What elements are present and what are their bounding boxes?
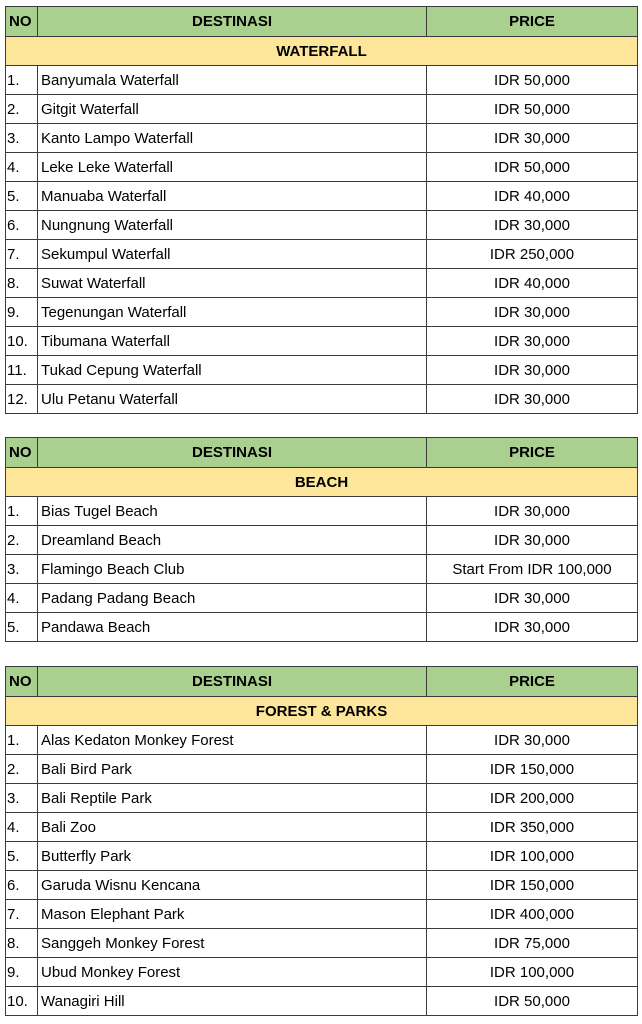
destination-price: IDR 30,000 — [427, 584, 638, 613]
table-row — [6, 66, 638, 95]
table-row — [6, 555, 638, 584]
table-row — [6, 497, 638, 526]
table-row — [6, 95, 638, 124]
header-no: NO — [6, 7, 38, 37]
destination-price: IDR 200,000 — [427, 784, 638, 813]
destination-price: IDR 75,000 — [427, 929, 638, 958]
waterfall-table-body — [6, 7, 638, 414]
destination-name: Flamingo Beach Club — [38, 555, 427, 584]
row-number: 4. — [6, 153, 38, 182]
table-row — [6, 755, 638, 784]
destination-name: Bali Reptile Park — [38, 784, 427, 813]
row-number: 1. — [6, 726, 38, 755]
destination-price: IDR 30,000 — [427, 726, 638, 755]
destination-price: IDR 50,000 — [427, 66, 638, 95]
destination-name: Wanagiri Hill — [38, 987, 427, 1016]
row-number: 2. — [6, 526, 38, 555]
destination-price: IDR 30,000 — [427, 356, 638, 385]
table-row — [6, 613, 638, 642]
destination-name: Sekumpul Waterfall — [38, 240, 427, 269]
destination-name: Sanggeh Monkey Forest — [38, 929, 427, 958]
table-row — [6, 240, 638, 269]
header-row — [6, 667, 638, 697]
table-row — [6, 813, 638, 842]
table-row — [6, 211, 638, 240]
destination-name: Tibumana Waterfall — [38, 327, 427, 356]
destination-price: IDR 150,000 — [427, 755, 638, 784]
destination-name: Alas Kedaton Monkey Forest — [38, 726, 427, 755]
destination-price: IDR 50,000 — [427, 153, 638, 182]
forest-parks-table — [5, 666, 638, 1016]
destination-price: IDR 30,000 — [427, 124, 638, 153]
row-number: 8. — [6, 929, 38, 958]
table-row — [6, 385, 638, 414]
destination-name: Mason Elephant Park — [38, 900, 427, 929]
destination-price: IDR 40,000 — [427, 269, 638, 298]
waterfall-table — [5, 6, 638, 414]
table-row — [6, 842, 638, 871]
destination-name: Ulu Petanu Waterfall — [38, 385, 427, 414]
table-row — [6, 356, 638, 385]
forest-parks-table-body — [6, 667, 638, 1016]
destination-price: IDR 250,000 — [427, 240, 638, 269]
row-number: 5. — [6, 842, 38, 871]
row-number: 2. — [6, 755, 38, 784]
destination-name: Ubud Monkey Forest — [38, 958, 427, 987]
beach-table — [5, 437, 638, 642]
destination-price: IDR 150,000 — [427, 871, 638, 900]
destination-name: Bias Tugel Beach — [38, 497, 427, 526]
row-number: 9. — [6, 298, 38, 327]
header-row — [6, 438, 638, 468]
row-number: 3. — [6, 124, 38, 153]
destination-price: IDR 100,000 — [427, 842, 638, 871]
row-number: 6. — [6, 211, 38, 240]
destination-name: Dreamland Beach — [38, 526, 427, 555]
table-row — [6, 182, 638, 211]
header-destinasi: DESTINASI — [38, 667, 427, 697]
destination-price: IDR 50,000 — [427, 987, 638, 1016]
destination-price: IDR 350,000 — [427, 813, 638, 842]
destination-price: IDR 30,000 — [427, 327, 638, 356]
row-number: 6. — [6, 871, 38, 900]
row-number: 8. — [6, 269, 38, 298]
header-price: PRICE — [427, 438, 638, 468]
destination-name: Bali Zoo — [38, 813, 427, 842]
row-number: 3. — [6, 784, 38, 813]
destination-name: Butterfly Park — [38, 842, 427, 871]
destination-price: IDR 100,000 — [427, 958, 638, 987]
destination-name: Manuaba Waterfall — [38, 182, 427, 211]
table-row — [6, 526, 638, 555]
section-row — [6, 468, 638, 497]
destination-name: Nungnung Waterfall — [38, 211, 427, 240]
table-row — [6, 871, 638, 900]
table-row — [6, 298, 638, 327]
row-number: 9. — [6, 958, 38, 987]
table-row — [6, 726, 638, 755]
destination-name: Tegenungan Waterfall — [38, 298, 427, 327]
destination-name: Leke Leke Waterfall — [38, 153, 427, 182]
table-row — [6, 929, 638, 958]
table-row — [6, 584, 638, 613]
destination-price: IDR 400,000 — [427, 900, 638, 929]
section-row — [6, 37, 638, 66]
header-destinasi: DESTINASI — [38, 438, 427, 468]
table-row — [6, 900, 638, 929]
row-number: 10. — [6, 987, 38, 1016]
destination-name: Banyumala Waterfall — [38, 66, 427, 95]
header-price: PRICE — [427, 7, 638, 37]
row-number: 4. — [6, 584, 38, 613]
section-title-forest-parks: FOREST & PARKS — [6, 697, 638, 726]
header-no: NO — [6, 667, 38, 697]
header-price: PRICE — [427, 667, 638, 697]
destination-price: IDR 30,000 — [427, 497, 638, 526]
section-row — [6, 697, 638, 726]
table-row — [6, 784, 638, 813]
destination-price: IDR 30,000 — [427, 385, 638, 414]
destination-name: Kanto Lampo Waterfall — [38, 124, 427, 153]
destination-name: Bali Bird Park — [38, 755, 427, 784]
row-number: 11. — [6, 356, 38, 385]
row-number: 3. — [6, 555, 38, 584]
destination-name: Padang Padang Beach — [38, 584, 427, 613]
table-row — [6, 327, 638, 356]
row-number: 7. — [6, 240, 38, 269]
row-number: 4. — [6, 813, 38, 842]
section-title-beach: BEACH — [6, 468, 638, 497]
destination-name: Pandawa Beach — [38, 613, 427, 642]
row-number: 5. — [6, 182, 38, 211]
row-number: 5. — [6, 613, 38, 642]
destination-name: Gitgit Waterfall — [38, 95, 427, 124]
destination-price: IDR 30,000 — [427, 211, 638, 240]
table-row — [6, 987, 638, 1016]
destination-price: IDR 30,000 — [427, 298, 638, 327]
row-number: 7. — [6, 900, 38, 929]
destination-price: IDR 50,000 — [427, 95, 638, 124]
section-title-waterfall: WATERFALL — [6, 37, 638, 66]
destination-price: Start From IDR 100,000 — [427, 555, 638, 584]
destination-price: IDR 30,000 — [427, 526, 638, 555]
header-no: NO — [6, 438, 38, 468]
destination-price: IDR 30,000 — [427, 613, 638, 642]
row-number: 12. — [6, 385, 38, 414]
destination-name: Tukad Cepung Waterfall — [38, 356, 427, 385]
header-row — [6, 7, 638, 37]
beach-table-body — [6, 438, 638, 642]
destination-price: IDR 40,000 — [427, 182, 638, 211]
row-number: 1. — [6, 497, 38, 526]
table-row — [6, 124, 638, 153]
row-number: 1. — [6, 66, 38, 95]
table-row — [6, 153, 638, 182]
row-number: 10. — [6, 327, 38, 356]
table-row — [6, 958, 638, 987]
header-destinasi: DESTINASI — [38, 7, 427, 37]
destination-name: Suwat Waterfall — [38, 269, 427, 298]
table-row — [6, 269, 638, 298]
destination-name: Garuda Wisnu Kencana — [38, 871, 427, 900]
row-number: 2. — [6, 95, 38, 124]
